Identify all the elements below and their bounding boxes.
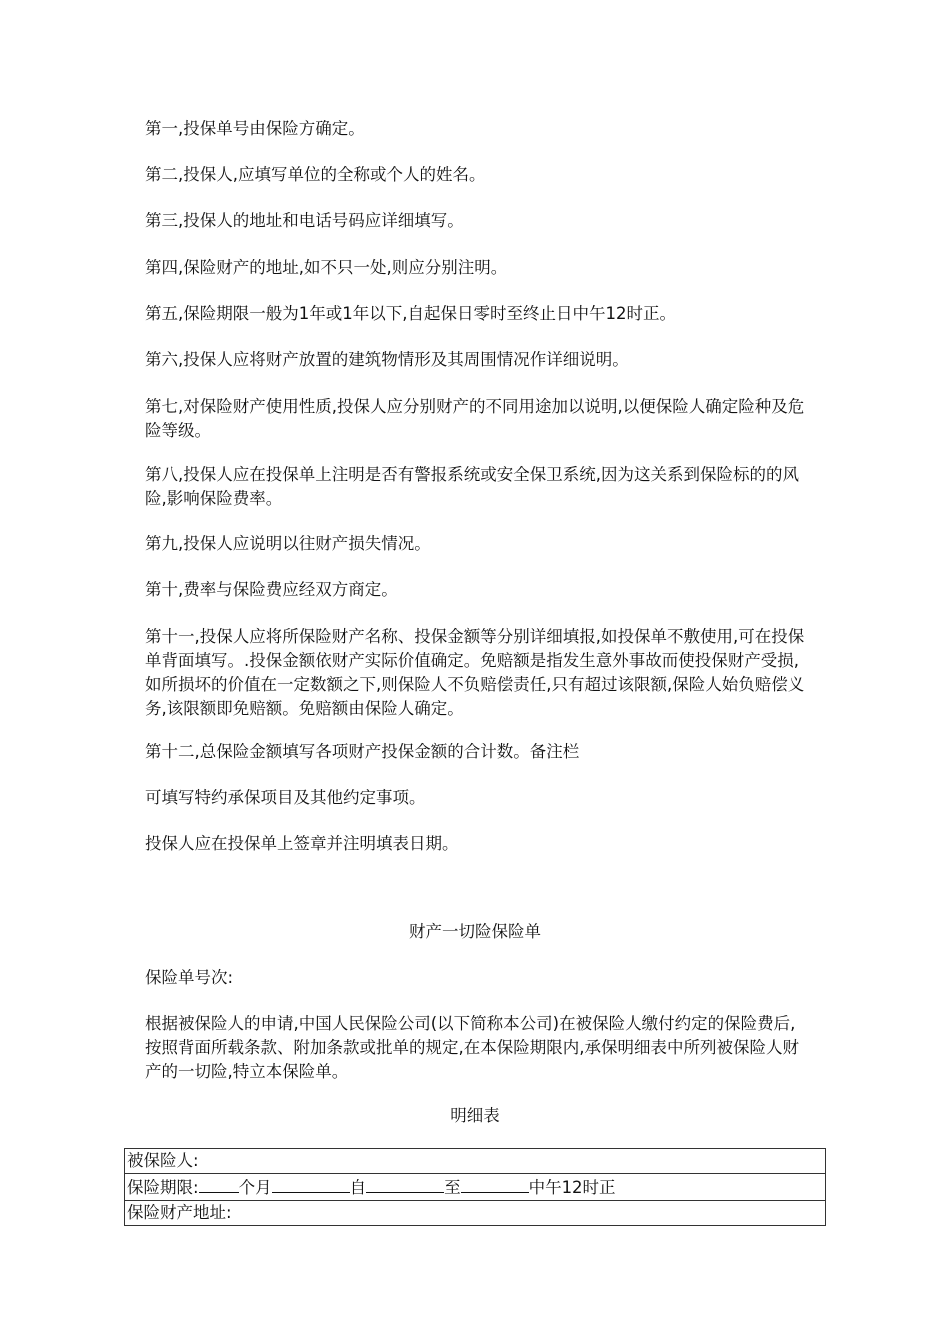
clause-2: 第二,投保人,应填写单位的全称或个人的姓名。 — [145, 165, 486, 184]
months-blank — [199, 1174, 239, 1193]
detail-table — [124, 1148, 826, 1226]
remarks-note: 可填写特约承保项目及其他约定事项。 — [145, 788, 426, 807]
clause-10: 第十,费率与保险费应经双方商定。 — [145, 580, 398, 599]
period-to: 至 — [444, 1178, 461, 1197]
policy-title: 财产一切险保险单 — [409, 922, 541, 941]
table-row — [125, 1174, 826, 1201]
table-row — [125, 1201, 826, 1226]
detail-table-title: 明细表 — [450, 1106, 500, 1125]
period-label: 保险期限: — [127, 1178, 199, 1197]
clause-7: 第七,对保险财产使用性质,投保人应分别财产的不同用途加以说明,以便保险人确定险种及危险等级。 — [145, 397, 805, 440]
clause-11: 第十一,投保人应将所保险财产名称、投保金额等分别详细填报,如投保单不敷使用,可在投保单背面填写。.投保金额依财产实际价值确定。免赔额是指发生意外事故而使投保财产受损,如所损坏的价值在一定数额之下,则保险人不负赔偿责任,只有超过该限额,保险人始负赔偿义务,该限额即免赔额。免赔额由保险人确定。 — [145, 627, 805, 718]
policy-intro: 根据被保险人的申请,中国人民保险公司(以下简称本公司)在被保险人缴付约定的保险费后,按照背面所载条款、附加条款或批单的规定,在本保险期限内,承保明细表中所列被保险人财产的一切险,特立本保险单。 — [145, 1014, 799, 1081]
period-from: 自 — [349, 1178, 367, 1197]
signature-note: 投保人应在投保单上签章并注明填表日期。 — [145, 834, 459, 853]
clause-9: 第九,投保人应说明以往财产损失情况。 — [145, 534, 431, 553]
table-row — [125, 1149, 826, 1174]
insured-cell — [125, 1149, 826, 1174]
to-date-blank — [461, 1174, 529, 1193]
clause-4: 第四,保险财产的地址,如不只一处,则应分别注明。 — [145, 258, 508, 277]
clause-1: 第一,投保单号由保险方确定。 — [145, 119, 365, 138]
clause-5: 第五,保险期限一般为1年或1年以下,自起保日零时至终止日中午12时正。 — [145, 304, 676, 323]
address-label: 保险财产地址: — [127, 1203, 232, 1222]
clause-12: 第十二,总保险金额填写各项财产投保金额的合计数。备注栏 — [145, 742, 580, 761]
clause-8: 第八,投保人应在投保单上注明是否有警报系统或安全保卫系统,因为这关系到保险标的的风险,影响保险费率。 — [145, 465, 799, 508]
policy-number-label: 保险单号次: — [145, 968, 234, 987]
clause-3: 第三,投保人的地址和电话号码应详细填写。 — [145, 211, 464, 230]
from-date-blank — [366, 1174, 444, 1193]
period-end: 中午12时正 — [528, 1178, 616, 1197]
gap-blank — [272, 1174, 350, 1193]
clause-6: 第六,投保人应将财产放置的建筑物情形及其周围情况作详细说明。 — [145, 350, 629, 369]
period-months: 个月 — [238, 1178, 272, 1197]
insured-label: 被保险人: — [127, 1151, 199, 1170]
period-cell — [125, 1174, 826, 1201]
address-cell — [125, 1201, 826, 1226]
